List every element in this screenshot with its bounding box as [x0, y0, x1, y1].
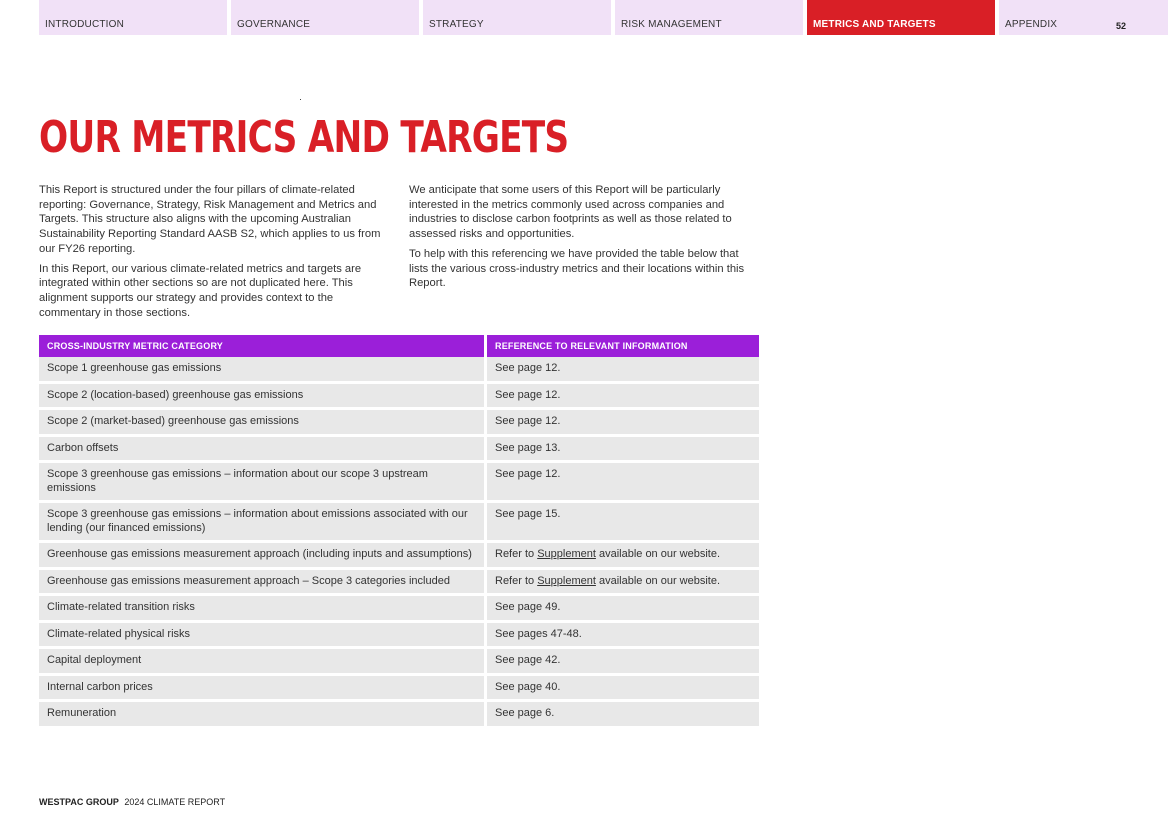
- tab-strategy[interactable]: STRATEGY: [423, 0, 611, 35]
- table-row: [39, 543, 759, 570]
- reference-cell: [487, 702, 759, 729]
- table-row: [39, 596, 759, 623]
- table-row: [39, 649, 759, 676]
- reference-text: See page 12.: [495, 415, 561, 427]
- table-row: [39, 570, 759, 597]
- reference-text: Refer to: [495, 574, 538, 587]
- table-body: [39, 357, 759, 729]
- reference-cell: [487, 676, 759, 703]
- intro-left-column: [39, 183, 387, 325]
- table-row: [39, 503, 759, 543]
- metric-category-cell: Capital deployment: [39, 649, 487, 676]
- column-header-reference: REFERENCE TO RELEVANT INFORMATION: [487, 335, 759, 357]
- section-nav: [39, 0, 1168, 35]
- metric-category-cell: Scope 2 (location-based) greenhouse gas emissions: [39, 384, 487, 411]
- reference-cell: [487, 357, 759, 384]
- reference-cell: [487, 410, 759, 437]
- reference-text: See page 42.: [495, 654, 561, 666]
- reference-cell: [487, 503, 759, 543]
- reference-cell: [487, 384, 759, 411]
- reference-text-suffix: available on our website.: [595, 574, 721, 587]
- tab-governance[interactable]: GOVERNANCE: [231, 0, 419, 35]
- reference-cell: [487, 570, 759, 597]
- reference-cell: [487, 596, 759, 623]
- reference-cell: [487, 437, 759, 464]
- page-number: 52: [1116, 21, 1127, 31]
- footer: [39, 797, 225, 807]
- column-header-category: CROSS-INDUSTRY METRIC CATEGORY: [39, 335, 487, 357]
- metric-category-cell: Carbon offsets: [39, 437, 487, 464]
- metrics-table: [39, 335, 759, 729]
- reference-text: See page 49.: [495, 601, 561, 613]
- metric-category-cell: Scope 2 (market-based) greenhouse gas emissions: [39, 410, 487, 437]
- supplement-link[interactable]: Supplement: [537, 574, 596, 587]
- table-row: [39, 623, 759, 650]
- reference-cell: [487, 463, 759, 503]
- page-title: OUR METRICS AND TARGETS: [39, 112, 569, 163]
- table-row: [39, 676, 759, 703]
- reference-cell: [487, 543, 759, 570]
- table-row: [39, 437, 759, 464]
- reference-text: See page 12.: [495, 388, 561, 401]
- metric-category-cell: Climate-related physical risks: [39, 623, 487, 650]
- intro-paragraph: This Report is structured under the four pillars of climate-related reporting: Governance, Strategy, Risk Management and Metrics and Targets. This structure also aligns with the upcoming Australian Sustainability Reporting Standard AASB S2, which applies to us from our FY26 reporting.: [39, 184, 381, 255]
- metric-category-cell: Scope 1 greenhouse gas emissions: [39, 357, 487, 384]
- reference-cell: [487, 649, 759, 676]
- intro-right-column: [409, 183, 757, 296]
- reference-text: Refer to: [495, 548, 538, 560]
- reference-text: See pages 47-48.: [495, 627, 582, 640]
- tab-risk-management[interactable]: RISK MANAGEMENT: [615, 0, 803, 35]
- table-row: [39, 463, 759, 503]
- intro-paragraph: In this Report, our various climate-related metrics and targets are integrated within other sections so are not duplicated here. This alignment supports our strategy and provides context to the commentary in those sections.: [39, 262, 362, 319]
- reference-cell: [487, 623, 759, 650]
- table-row: [39, 702, 759, 729]
- stray-mark: [300, 99, 301, 100]
- reference-text: See page 12.: [495, 362, 561, 374]
- tab-metrics-and-targets[interactable]: METRICS AND TARGETS: [807, 0, 995, 35]
- metric-category-cell: Greenhouse gas emissions measurement approach – Scope 3 categories included: [39, 570, 487, 597]
- table-header-row: [39, 335, 759, 357]
- table-row: [39, 410, 759, 437]
- supplement-link[interactable]: Supplement: [537, 548, 596, 560]
- metric-category-cell: Greenhouse gas emissions measurement approach (including inputs and assumptions): [39, 543, 487, 570]
- tab-appendix[interactable]: APPENDIX: [999, 0, 1168, 35]
- metric-category-cell: Climate-related transition risks: [39, 596, 487, 623]
- footer-report-title: 2024 CLIMATE REPORT: [124, 797, 226, 807]
- reference-text: See page 40.: [495, 680, 561, 693]
- reference-text-suffix: available on our website.: [595, 548, 721, 560]
- footer-brand: WESTPAC GROUP: [39, 797, 119, 807]
- intro-paragraph: We anticipate that some users of this Report will be particularly interested in the metrics commonly used across companies and industries to disclose carbon footprints as well as those related to assessed risks and opportunities.: [409, 184, 732, 241]
- metric-category-cell: Remuneration: [39, 702, 487, 729]
- table-row: [39, 384, 759, 411]
- metric-category-cell: Internal carbon prices: [39, 676, 487, 703]
- metric-category-cell: Scope 3 greenhouse gas emissions – information about emissions associated with our lending (our financed emissions): [39, 503, 487, 543]
- tab-introduction[interactable]: INTRODUCTION: [39, 0, 227, 35]
- metric-category-cell: Scope 3 greenhouse gas emissions – information about our scope 3 upstream emissions: [39, 463, 487, 503]
- reference-text: See page 6.: [495, 707, 555, 719]
- reference-text: See page 13.: [495, 441, 561, 454]
- reference-text: See page 12.: [495, 468, 561, 480]
- reference-text: See page 15.: [495, 508, 561, 520]
- table-row: [39, 357, 759, 384]
- intro-paragraph: To help with this referencing we have provided the table below that lists the various cross-industry metrics and their locations within this Report.: [409, 247, 745, 290]
